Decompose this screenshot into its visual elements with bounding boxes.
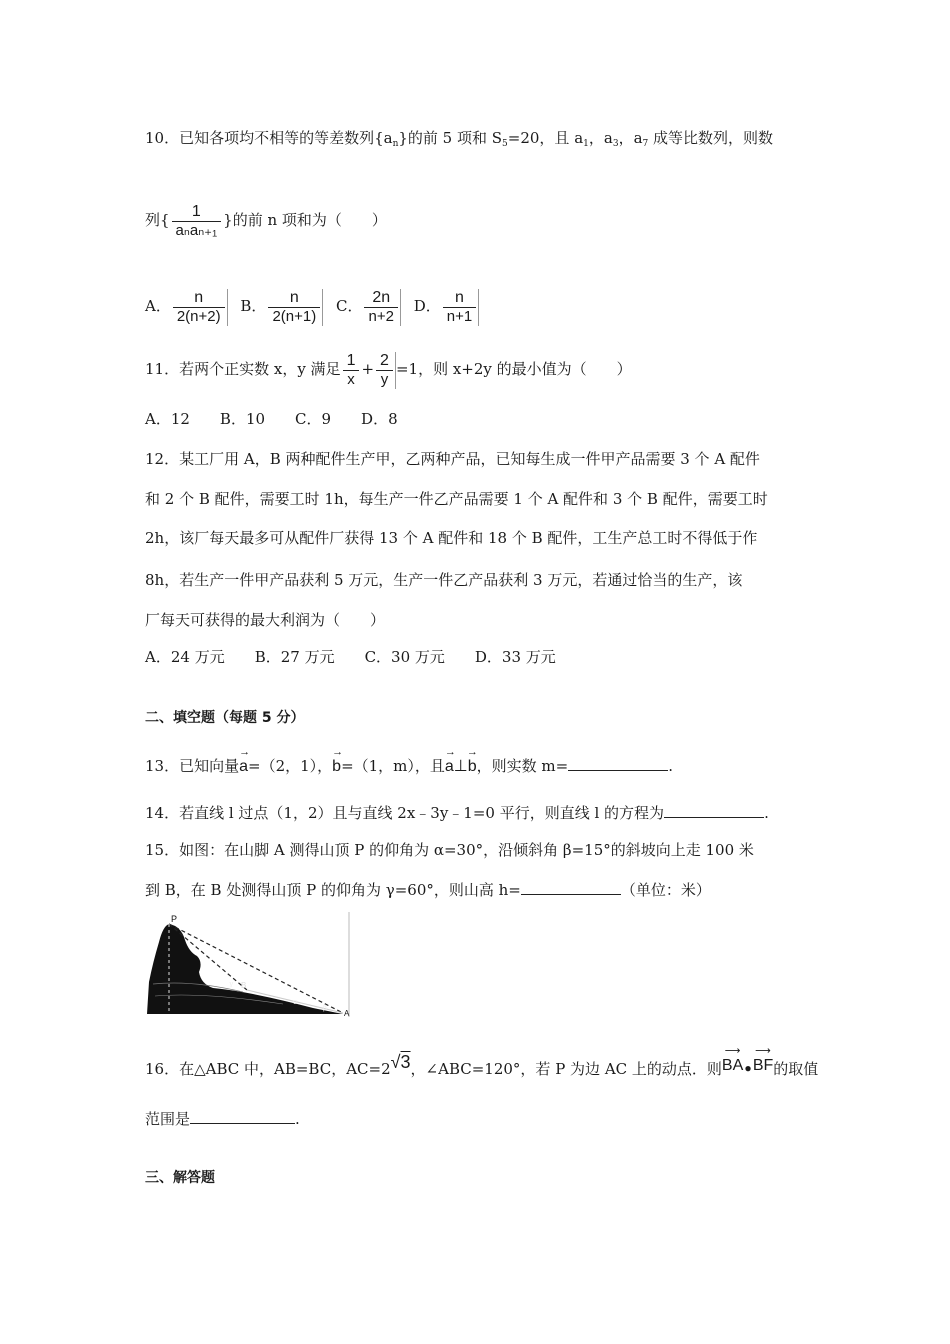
vector-a: → a: [239, 746, 251, 775]
label-p: P: [171, 914, 178, 924]
q12-line5: 厂每天可获得的最大利润为（ ）: [145, 611, 386, 629]
q16-line1: 16．在△ABC 中，AB=BC，AC=2√3，∠ABC=120°，若 P 为边 AC 上的动点．则 ⟶ BA• ⟶ BF的取值: [145, 1045, 819, 1078]
q15-line1: 15．如图：在山脚 A 测得山顶 P 的仰角为 α=30°，沿倾斜角 β=15°的斜坡向上走 100 米: [145, 841, 754, 859]
section-fill-in-heading: 二、填空题（每题 5 分）: [145, 710, 305, 726]
q12-options: A．24 万元 B．27 万元 C．30 万元 D．33 万元: [145, 648, 556, 666]
q10-option-d: D． $\frac{n}{n+1}$: [414, 288, 479, 326]
q12-line3: 2h，该厂每天最多可从配件厂获得 13 个 A 配件和 18 个 B 配件，工生产总工时不得低于作: [145, 529, 758, 547]
q10-line1: 10．已知各项均不相等的等差数列$\{a_n\}$的前 5 项和 $S_5=20$，且 $a_1$，$a_3$，$a_7$ 成等比数列，则数: [145, 129, 774, 149]
q12-line2: 和 2 个 B 配件，需要工时 1h，每生产一件乙产品需要 1 个 A 配件和 3 个 B 配件，需要工时: [145, 490, 768, 508]
q11-options: A．12 B．10 C．9 D．8: [145, 410, 398, 428]
q10-fraction: $\frac{1}{\text{aₙaₙ₊₁}}$: [170, 203, 224, 240]
vector-bf: ⟶ BF: [752, 1045, 774, 1074]
label-gamma: γ: [229, 980, 234, 988]
label-beta: β: [323, 1004, 328, 1012]
q16-line2: 范围是 .: [145, 1110, 300, 1128]
perpendicular-expression: → → a⊥b: [444, 746, 478, 775]
q12-line1: 12．某工厂用 A，B 两种配件生产甲，乙两种产品，已知每生成一件甲产品需要 3 个 A 配件: [145, 450, 760, 468]
q10-option-b: B． $\frac{n}{2(n+1)}$: [240, 288, 323, 326]
label-a: A: [344, 1009, 350, 1017]
q14-answer-blank[interactable]: [664, 803, 764, 818]
q12-line4: 8h，若生产一件甲产品获利 5 万元，生产一件乙产品获利 3 万元，若通过恰当的生产，该: [145, 571, 743, 589]
q14-line: 14．若直线 l 过点（1，2）且与直线 2x﹣3y﹣1=0 平行，则直线 l 的方程为 .: [145, 804, 769, 822]
q13-line: 13．已知向量 → a=（2，1）， → b=（1，m），且 → → a⊥b，则实数 m= .: [145, 746, 673, 775]
label-alpha: α: [293, 998, 298, 1006]
q10-option-c: C． $\frac{2n}{n+2}$: [336, 288, 401, 326]
q10-option-a: A． $\frac{n}{2(n+2)}$: [145, 288, 228, 326]
q11-line1: 11．若两个正实数 x，y 满足 $\frac{1}{x}$ + $\frac{2}{y}$ =1，则 x+2y 的最小值为（ ）: [145, 351, 632, 388]
q16-answer-blank[interactable]: [190, 1109, 295, 1124]
q13-answer-blank[interactable]: [568, 756, 668, 771]
sqrt-three: √3: [390, 1052, 411, 1072]
q15-line2: 到 B，在 B 处测得山顶 P 的仰角为 γ=60°，则山高 h= （单位：米）: [145, 881, 711, 899]
vector-b: → b: [332, 746, 344, 775]
q15-answer-blank[interactable]: [521, 880, 621, 895]
label-b: B: [241, 981, 247, 990]
q10-line2: 列{ $\frac{1}{\text{aₙaₙ₊₁}}$ }的前 n 项和为（ ）: [145, 202, 387, 239]
mountain-figure: [143, 912, 353, 1017]
section-answer-heading: 三、解答题: [145, 1170, 215, 1186]
vector-ba: ⟶ BA: [721, 1045, 744, 1074]
q10-options: [145, 288, 487, 326]
